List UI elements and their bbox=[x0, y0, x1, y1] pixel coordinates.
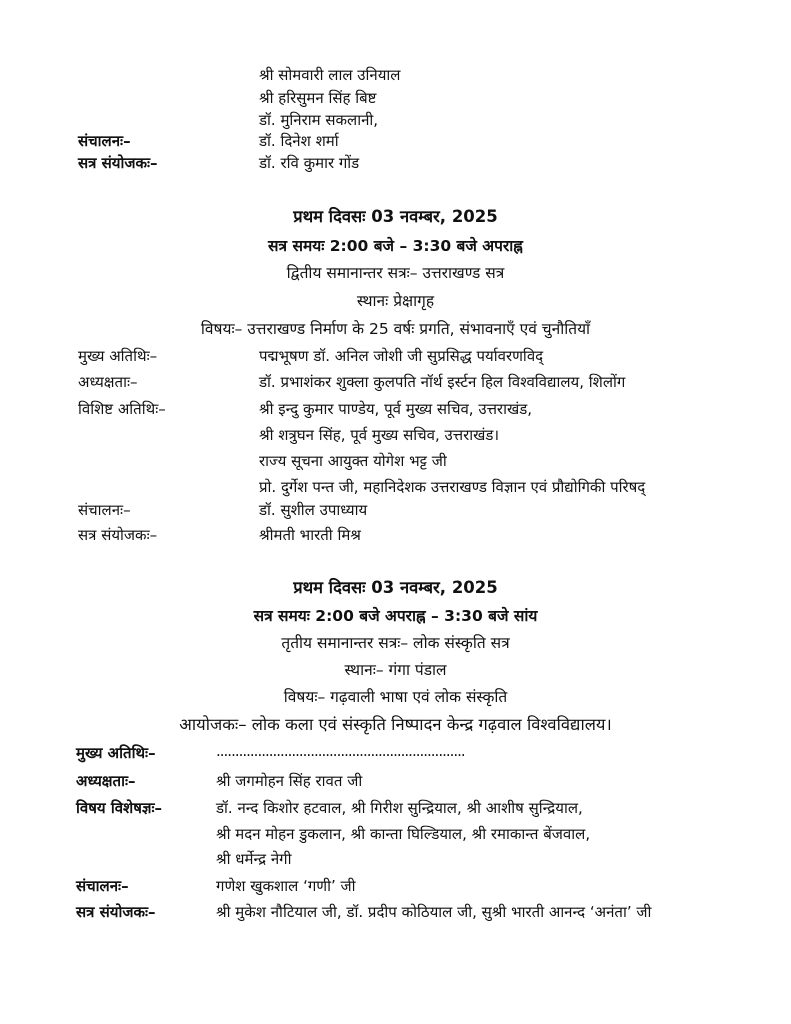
name-line: श्री हरिसुमन सिंह बिष्ट bbox=[259, 89, 377, 107]
president-value: श्री जगमोहन सिंह रावत जी bbox=[216, 772, 363, 790]
moderator-value: डॉ. सुशील उपाध्याय bbox=[259, 501, 368, 519]
convener-label: सत्र संयोजकः– bbox=[78, 154, 158, 172]
moderator-label: संचालनः– bbox=[76, 877, 129, 895]
chief-guest-placeholder: .................................................................. bbox=[216, 742, 465, 760]
expert-line: श्री मदन मोहन डुकलान, श्री कान्ता घिल्डियाल, श्री रमाकान्त बेंजवाल, bbox=[216, 825, 591, 843]
name-line: श्री सोमवारी लाल उनियाल bbox=[259, 66, 401, 84]
convener-label: सत्र संयोजकः– bbox=[76, 903, 156, 921]
president-label: अध्यक्षताः– bbox=[78, 373, 138, 391]
session-venue: स्थानः प्रेक्षागृह bbox=[356, 292, 435, 310]
special-guest-line: श्री शत्रुघन सिंह, पूर्व मुख्य सचिव, उत्तराखंड। bbox=[259, 426, 500, 444]
special-guest-line: श्री इन्दु कुमार पाण्डेय, पूर्व मुख्य सचिव, उत्तराखंड, bbox=[259, 400, 533, 418]
special-guests-label: विशिष्ट अतिथिः– bbox=[78, 400, 166, 418]
session-day: प्रथम दिवसः 03 नवम्बर, 2025 bbox=[293, 207, 498, 226]
moderator-label: संचालनः– bbox=[78, 132, 131, 150]
chief-guest-label: मुख्य अतिथिः– bbox=[76, 744, 156, 762]
moderator-label: संचालनः– bbox=[78, 501, 131, 519]
special-guest-line: प्रो. दुर्गेश पन्त जी, महानिदेशक उत्तराखण्ड विज्ञान एवं प्रौद्योगिकी परिषद् bbox=[259, 478, 646, 496]
expert-line: डॉ. नन्द किशोर हटवाल, श्री गिरीश सुन्द्रियाल, श्री आशीष सुन्द्रियाल, bbox=[216, 799, 583, 817]
session-organizer: आयोजकः– लोक कला एवं संस्कृति निष्पादन केन्द्र गढ़वाल विश्वविद्यालय। bbox=[179, 715, 612, 734]
convener-label: सत्र संयोजकः– bbox=[78, 526, 158, 544]
chief-guest-value: पद्मभूषण डॉ. अनिल जोशी जी सुप्रसिद्ध पर्यावरणविद् bbox=[259, 347, 544, 365]
expert-line: श्री धर्मेन्द्र नेगी bbox=[216, 850, 292, 868]
session-title: तृतीय समानान्तर सत्रः– लोक संस्कृति सत्र bbox=[281, 634, 510, 652]
moderator-value: डॉ. दिनेश शर्मा bbox=[259, 132, 339, 150]
president-value: डॉ. प्रभाशंकर शुक्ला कुलपति नॉर्थ इर्स्टन हिल विश्वविद्यालय, शिलोंग bbox=[259, 373, 626, 391]
chief-guest-label: मुख्य अतिथिः– bbox=[78, 347, 158, 365]
convener-value: डॉ. रवि कुमार गोंड bbox=[259, 154, 360, 172]
moderator-value: गणेश खुकशाल ‘गणी’ जी bbox=[216, 877, 356, 895]
session-day: प्रथम दिवसः 03 नवम्बर, 2025 bbox=[293, 578, 498, 597]
session-venue: स्थानः– गंगा पंडाल bbox=[344, 661, 447, 679]
experts-label: विषय विशेषज्ञः– bbox=[76, 799, 163, 817]
president-label: अध्यक्षताः– bbox=[76, 772, 136, 790]
session-time: सत्र समयः 2:00 बजे अपराह्न – 3:30 बजे सांय bbox=[253, 607, 538, 625]
name-line: डॉ. मुनिराम सकलानी, bbox=[259, 111, 379, 129]
session-topic: विषयः– गढ़वाली भाषा एवं लोक संस्कृति bbox=[283, 688, 508, 706]
convener-value: श्री मुकेश नौटियाल जी, डॉ. प्रदीप कोठियाल जी, सुश्री भारती आनन्द ‘अनंता’ जी bbox=[216, 903, 652, 921]
session-topic: विषयः– उत्तराखण्ड निर्माण के 25 वर्षः प्रगति, संभावनाएँ एवं चुनौतियाँ bbox=[200, 320, 591, 338]
session-title: द्वितीय समानान्तर सत्रः– उत्तराखण्ड सत्र bbox=[286, 264, 505, 282]
session-time: सत्र समयः 2:00 बजे – 3:30 बजे अपराह्न bbox=[268, 237, 523, 255]
convener-value: श्रीमती भारती मिश्र bbox=[259, 526, 361, 544]
special-guest-line: राज्य सूचना आयुक्त योगेश भट्ट जी bbox=[259, 452, 447, 470]
